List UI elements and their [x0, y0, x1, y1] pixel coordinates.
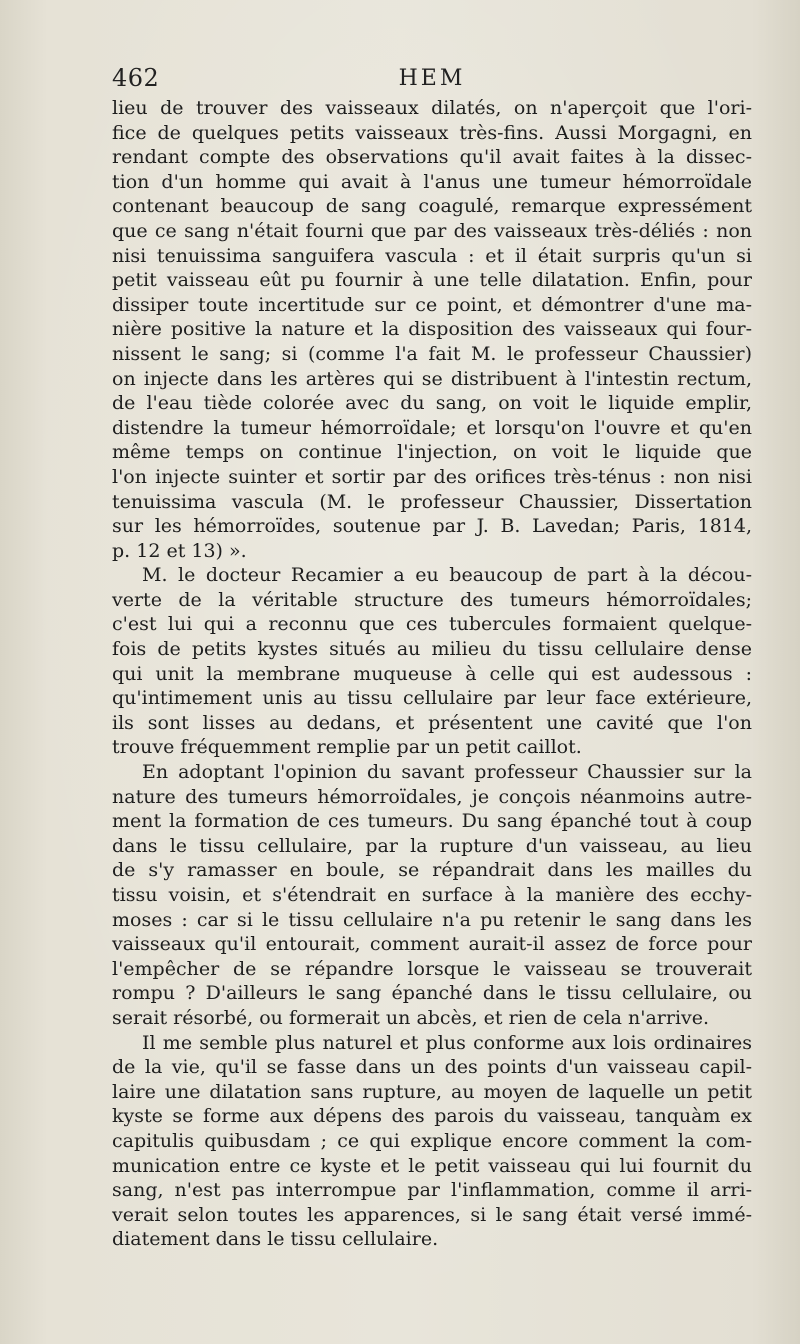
text-line: trouve fréquemment remplie par un petit caillot. — [112, 736, 582, 759]
text-line: rendant compte des observations qu'il avait faites à la dissec- — [112, 146, 752, 169]
text-line: verte de la véritable structure des tumeurs hémorroïdales; — [112, 588, 752, 611]
text-line: p. 12 et 13) ». — [112, 539, 247, 562]
text-line: En adoptant l'opinion du savant professeur Chaussier sur la — [142, 761, 752, 784]
text-line: contenant beaucoup de sang coagulé, remarque expressément — [112, 195, 752, 218]
text-line: de la vie, qu'il se fasse dans un des points d'un vaisseau capil- — [112, 1056, 752, 1079]
text-line: l'empêcher de se répandre lorsque le vaisseau se trouverait — [112, 957, 752, 980]
text-line: ils sont lisses au dedans, et présentent une cavité que l'on — [112, 711, 752, 734]
text-line: c'est lui qui a reconnu que ces tubercules formaient quelque- — [112, 613, 752, 636]
page-number: 462 — [112, 64, 160, 92]
text-line: vaisseaux qu'il entourait, comment aurait-il assez de force pour — [112, 933, 752, 956]
text-line: tion d'un homme qui avait à l'anus une tumeur hémorroïdale — [112, 170, 752, 193]
text-line: kyste se forme aux dépens des parois du vaisseau, tanquàm ex — [112, 1105, 752, 1128]
text-line: Il me semble plus naturel et plus conforme aux lois ordinaires — [142, 1031, 752, 1054]
text-line: sang, n'est pas interrompue par l'inflammation, comme il arri- — [112, 1179, 752, 1202]
text-line: diatement dans le tissu cellulaire. — [112, 1228, 439, 1251]
text-line: distendre la tumeur hémorroïdale; et lorsqu'on l'ouvre et qu'en — [112, 416, 752, 439]
text-line: moses : car si le tissu cellulaire n'a pu retenir le sang dans les — [112, 908, 752, 931]
text-line: nissent le sang; si (comme l'a fait M. le professeur Chaussier) — [112, 342, 752, 365]
text-line: serait résorbé, ou formerait un abcès, et rien de cela n'arrive. — [112, 1006, 710, 1029]
text-line: laire une dilatation sans rupture, au moyen de laquelle un petit — [112, 1080, 752, 1103]
text-line: tissu voisin, et s'étendrait en surface à la manière des ecchy- — [112, 884, 752, 906]
text-line: dans le tissu cellulaire, par la rupture d'un vaisseau, au lieu — [112, 834, 752, 857]
text-line: nisi tenuissima sanguifera vascula : et il était surpris qu'un si — [112, 244, 752, 267]
body-text — [112, 96, 752, 1252]
page-header — [112, 64, 752, 96]
text-line: même temps on continue l'injection, on voit le liquide que — [112, 441, 752, 464]
text-line: ment la formation de ces tumeurs. Du sang épanché tout à coup — [112, 810, 752, 833]
text-line: qui unit la membrane muqueuse à celle qui est audessous : — [112, 662, 752, 685]
text-line: dissiper toute incertitude sur ce point, et démontrer d'une ma- — [112, 293, 752, 316]
text-line: sur les hémorroïdes, soutenue par J. B. Lavedan; Paris, 1814, — [112, 515, 752, 538]
text-line: M. le docteur Recamier a eu beaucoup de part à la décou- — [142, 564, 752, 587]
text-line: capitulis quibusdam ; ce qui explique encore comment la com- — [112, 1129, 752, 1152]
text-line: on injecte dans les artères qui se distribuent à l'intestin rectum, — [112, 367, 752, 390]
text-line: fice de quelques petits vaisseaux très-fins. Aussi Morgagni, en — [112, 121, 752, 144]
running-head: HEM — [398, 66, 466, 91]
text-line: fois de petits kystes situés au milieu du tissu cellulaire dense — [112, 638, 752, 661]
text-line: lieu de trouver des vaisseaux dilatés, on n'aperçoit que l'ori- — [112, 97, 752, 119]
text-line: qu'intimement unis au tissu cellulaire par leur face extérieure, — [112, 687, 752, 710]
text-line: de l'eau tiède colorée avec du sang, on voit le liquide emplir, — [112, 392, 752, 415]
text-line: verait selon toutes les apparences, si le sang était versé immé- — [112, 1203, 752, 1226]
text-line: nière positive la nature et la disposition des vaisseaux qui four- — [112, 318, 752, 341]
text-line: munication entre ce kyste et le petit vaisseau qui lui fournit du — [112, 1154, 752, 1177]
text-line: de s'y ramasser en boule, se répandrait dans les mailles du — [112, 859, 752, 882]
text-line: rompu ? D'ailleurs le sang épanché dans le tissu cellulaire, ou — [112, 982, 752, 1005]
text-line: nature des tumeurs hémorroïdales, je conçois néanmoins autre- — [112, 785, 752, 808]
text-line: tenuissima vascula (M. le professeur Chaussier, Dissertation — [112, 490, 752, 513]
text-line: que ce sang n'était fourni que par des vaisseaux très-déliés : non — [112, 219, 752, 242]
text-line: l'on injecte suinter et sortir par des orifices très-ténus : non nisi — [112, 465, 752, 488]
text-line: petit vaisseau eût pu fournir à une telle dilatation. Enfin, pour — [112, 269, 752, 292]
